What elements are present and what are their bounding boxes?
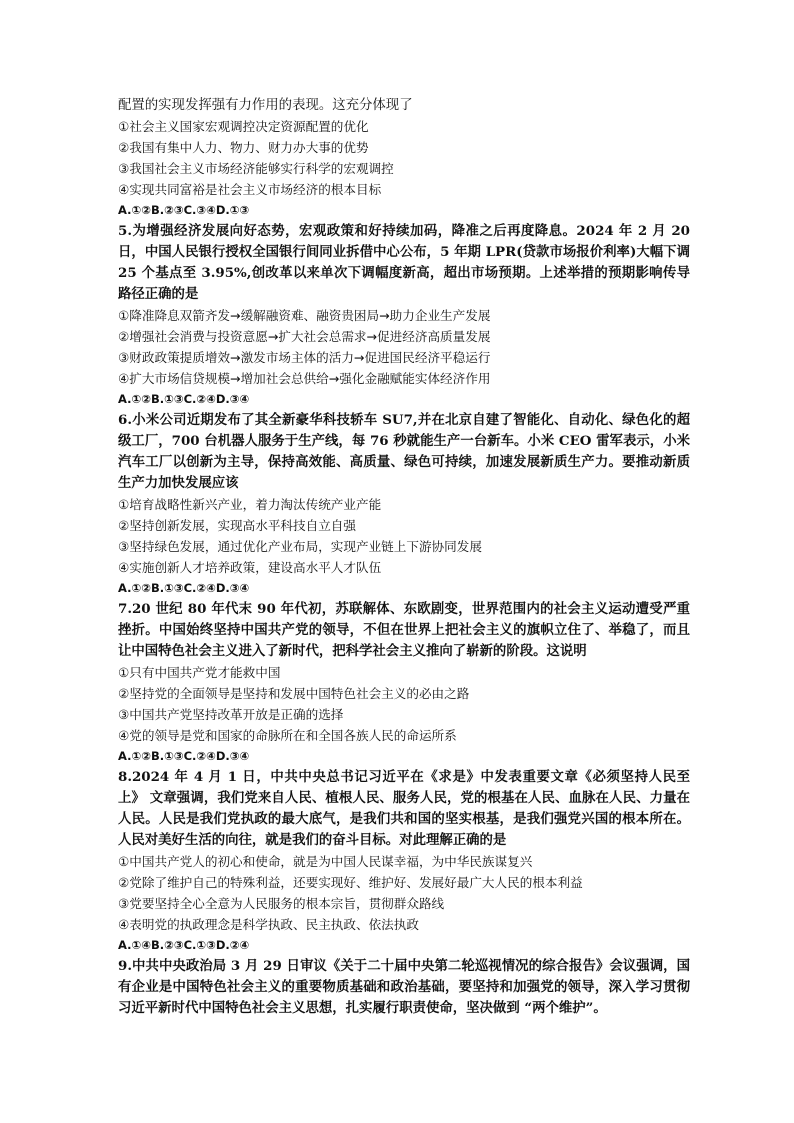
- question-4-option-4: ④实现共同富裕是社会主义市场经济的根本目标: [118, 182, 382, 197]
- question-7: [118, 599, 690, 767]
- question-7-answer-choices: A.①②B.①③C.②④D.③④: [118, 749, 250, 763]
- question-6-answer-choices: A.①②B.①③C.②④D.③④: [118, 581, 250, 595]
- question-9-stem: 9.中共中央政治局 3 月 29 日审议《关于二十届中央第二轮巡视情况的综合报告》会议强调，国有企业是中国特色社会主义的重要物质基础和政治基础，要坚持和加强党的领导，深入学习贯彻习近平新时代中国特色社会主义思想，扎实履行职责使命，坚决做到 “两个维护”。: [118, 958, 690, 1016]
- document-body: [118, 95, 690, 1019]
- question-6-stem: 6.小米公司近期发布了其全新豪华科技轿车 SU7,并在北京自建了智能化、自动化、绿色化的超级工厂，700 台机器人服务于生产线，每 76 秒就能生产一台新车。小米 CEO 雷军表示，小米汽车工厂以创新为主导，保持高效能、高质量、绿色可持续，加速发展新质生产力。要推动新质生产力加快发展应该: [118, 412, 690, 491]
- question-5-stem: 5.为增强经济发展向好态势，宏观政策和好持续加码，降准之后再度降息。2024 年 2 月 20 日，中国人民银行授权全国银行间同业拆借中心公布，5 年期 LPR(贷款市场报价利率)大幅下调 25 个基点至 3.95%,创改革以来单次下调幅度新高，超出市场预期。上述举措的预期影响传导路径正确的是: [118, 223, 690, 302]
- question-7-option-2: ②坚持党的全面领导是坚持和发展中国特色社会主义的必由之路: [118, 686, 470, 701]
- question-7-stem: 7.20 世纪 80 年代末 90 年代初，苏联解体、东欧剧变，世界范围内的社会主义运动遭受严重挫折。中国始终坚持中国共产党的领导，不但在世界上把社会主义的旗帜立住了、举稳了，而且让中国特色社会主义进入了新时代，把科学社会主义推向了崭新的阶段。这说明: [118, 601, 690, 659]
- question-8: [118, 767, 690, 956]
- question-8-option-3: ③党要坚持全心全意为人民服务的根本宗旨，贯彻群众路线: [118, 896, 445, 911]
- question-7-option-4: ④党的领导是党和国家的命脉所在和全国各族人民的命运所系: [118, 728, 457, 743]
- question-4: [118, 95, 690, 221]
- question-8-stem: 8.2024 年 4 月 1 日，中共中央总书记习近平在《求是》中发表重要文章《必须坚持人民至上》 文章强调，我们党来自人民、植根人民、服务人民，党的根基在人民、血脉在人民、力量在人民。人民是我们党执政的最大底气，是我们共和国的坚实根基，是我们强党兴国的根本所在。人民对美好生活的向往，就是我们的奋斗目标。对此理解正确的是: [118, 769, 690, 848]
- question-9: [118, 956, 690, 1019]
- question-7-option-3: ③中国共产党坚持改革开放是正确的选择: [118, 707, 344, 722]
- question-4-option-1: ①社会主义国家宏观调控决定资源配置的优化: [118, 119, 369, 134]
- question-8-option-2: ②党除了维护自己的特殊利益，还要实现好、维护好、发展好最广大人民的根本利益: [118, 875, 583, 890]
- question-6-option-2: ②坚持创新发展，实现高水平科技自立自强: [118, 518, 356, 533]
- question-5: [118, 221, 690, 410]
- question-4-stem-tail: 配置的实现发挥强有力作用的表现。这充分体现了: [118, 98, 413, 113]
- question-6-option-1: ①培育战略性新兴产业，着力淘汰传统产业产能: [118, 497, 382, 512]
- question-6-option-4: ④实施创新人才培养政策，建设高水平人才队伍: [118, 560, 382, 575]
- question-5-option-3: ③财政政策提质增效→激发市场主体的活力→促进国民经济平稳运行: [118, 350, 491, 365]
- question-5-answer-choices: A.①②B.①③C.②④D.③④: [118, 392, 250, 406]
- question-8-option-4: ④表明党的执政理念是科学执政、民主执政、依法执政: [118, 917, 419, 932]
- question-4-answer-choices: A.①②B.②③C.③④D.①③: [118, 203, 250, 217]
- question-8-answer-choices: A.①④B.②③C.①③D.②④: [118, 938, 250, 952]
- question-5-option-4: ④扩大市场信贷规模→增加社会总供给→强化金融赋能实体经济作用: [118, 371, 491, 386]
- question-7-option-1: ①只有中国共产党才能救中国: [118, 665, 281, 680]
- question-5-option-2: ②增强社会消费与投资意愿→扩大社会总需求→促进经济高质量发展: [118, 329, 491, 344]
- question-6: [118, 410, 690, 599]
- question-5-option-1: ①降准降息双箭齐发→缓解融资难、融资贵困局→助力企业生产发展: [118, 308, 491, 323]
- question-8-option-1: ①中国共产党人的初心和使命，就是为中国人民谋幸福，为中华民族谋复兴: [118, 854, 533, 869]
- question-4-option-2: ②我国有集中人力、物力、财力办大事的优势: [118, 140, 369, 155]
- question-6-option-3: ③坚持绿色发展，通过优化产业布局，实现产业链上下游协同发展: [118, 539, 482, 554]
- question-4-option-3: ③我国社会主义市场经济能够实行科学的宏观调控: [118, 161, 394, 176]
